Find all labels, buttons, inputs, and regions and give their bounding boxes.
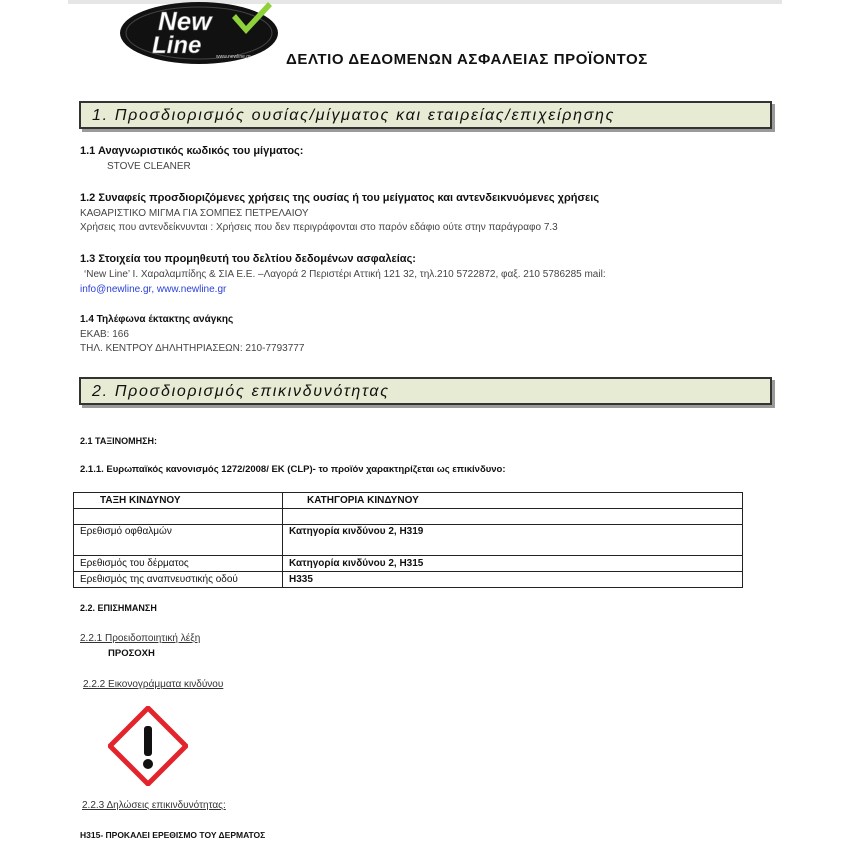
logo-text-line: Line [152, 32, 202, 59]
table-cell: Κατηγορία κινδύνου 2, H319 [283, 525, 743, 556]
table-cell [74, 509, 283, 525]
emergency-ekab: ΕΚΑΒ: 166 [80, 329, 129, 340]
table-row [74, 509, 743, 525]
s12-contraindicated: Χρήσεις που αντενδείκνυνται : Χρήσεις που δεν περιγράφονται στο παρόν εδάφιο ούτε στην παράγραφο 7.3 [80, 222, 558, 233]
supplier-website-link[interactable]: www.newline.gr [156, 284, 227, 295]
product-name: STOVE CLEANER [107, 161, 191, 172]
logo-text-new: New [158, 6, 212, 36]
section-2-title: 2. Προσδιορισμός επικινδυνότητας [92, 383, 390, 400]
table-cell: Ερεθισμό οφθαλμών [74, 525, 283, 556]
new-line-logo [118, 0, 280, 66]
hazard-classification-table [73, 492, 743, 588]
table-cell: Ερεθισμός του δέρματος [74, 556, 283, 572]
s14-heading: 1.4 Τηλέφωνα έκτακτης ανάγκης [80, 314, 234, 325]
s12-heading: 1.2 Συναφείς προσδιοριζόμενες χρήσεις της ουσίας ή του μείγματος και αντενδεικνυόμενες χρήσεις [80, 192, 600, 204]
table-row [74, 525, 743, 556]
table-row [74, 556, 743, 572]
table-cell: Ερεθισμός της αναπνευστικής οδού [74, 572, 283, 588]
contact-separator: , [151, 284, 157, 295]
table-header-row [74, 493, 743, 509]
supplier-email-link[interactable]: info@newline.gr [80, 284, 152, 295]
table-header-cell: ΚΑΤΗΓΟΡΙΑ ΚΙΝΔΥΝΟΥ [283, 493, 743, 509]
section-1-header [79, 101, 772, 129]
supplier-contacts [80, 284, 226, 295]
hazard-statement-h315: H315- ΠΡΟΚΑΛΕΙ ΕΡΕΘΙΣΜΟ ΤΟΥ ΔΕΡΜΑΤΟΣ [80, 830, 266, 840]
s21-heading: 2.1 ΤΑΞΙΝΟΜΗΣΗ: [80, 436, 158, 446]
s12-use: ΚΑΘΑΡΙΣΤΙΚΟ ΜΙΓΜΑ ΓΙΑ ΣΟΜΠΕΣ ΠΕΤΡΕΛΑΙΟΥ [80, 208, 309, 219]
emergency-poison-center: ΤΗΛ. ΚΕΝΤΡΟΥ ΔΗΛΗΤΗΡΙΑΣΕΩΝ: 210-7793777 [80, 343, 305, 354]
s223-heading: 2.2.3 Δηλώσεις επικινδυνότητας: [82, 800, 226, 811]
logo-url: www.newline.gr [216, 54, 251, 60]
exclamation-mark-hazard-icon [108, 706, 188, 786]
s222-heading: 2.2.2 Εικονογράμματα κινδύνου [83, 679, 224, 690]
table-row [74, 572, 743, 588]
supplier-address: ‘New Line’ Ι. Χαραλαμπίδης & ΣΙΑ Ε.Ε. –Λαγορά 2 Περιστέρι Αττική 121 32, τηλ.210 5722872, φαξ. 210 5786285 mail: [84, 269, 606, 280]
s22-heading: 2.2. ΕΠΙΣΗΜΑΝΣΗ [80, 603, 157, 613]
section-2-header [79, 377, 772, 405]
signal-word: ΠΡΟΣΟΧΗ [108, 648, 155, 659]
s211-heading: 2.1.1. Ευρωπαϊκός κανονισμός 1272/2008/ ΕΚ (CLP)- το προϊόν χαρακτηρίζεται ως επικίνδυνο: [80, 464, 506, 475]
table-cell: Κατηγορία κινδύνου 2, H315 [283, 556, 743, 572]
table-header-cell: ΤΑΞΗ ΚΙΝΔΥΝΟΥ [74, 493, 283, 509]
table-cell [283, 509, 743, 525]
table-cell: H335 [283, 572, 743, 588]
section-1-title: 1. Προσδιορισμός ουσίας/μίγματος και εταιρείας/επιχείρησης [92, 107, 616, 124]
s11-heading: 1.1 Αναγνωριστικός κωδικός του μίγματος: [80, 145, 304, 157]
s221-heading: 2.2.1 Προειδοποιητική λέξη [80, 633, 201, 644]
s13-heading: 1.3 Στοιχεία του προμηθευτή του δελτίου δεδομένων ασφαλείας: [80, 253, 416, 265]
document-title: ΔΕΛΤΙΟ ΔΕΔΟΜΕΝΩΝ ΑΣΦΑΛΕΙΑΣ ΠΡΟΪΟΝΤΟΣ [286, 51, 648, 68]
